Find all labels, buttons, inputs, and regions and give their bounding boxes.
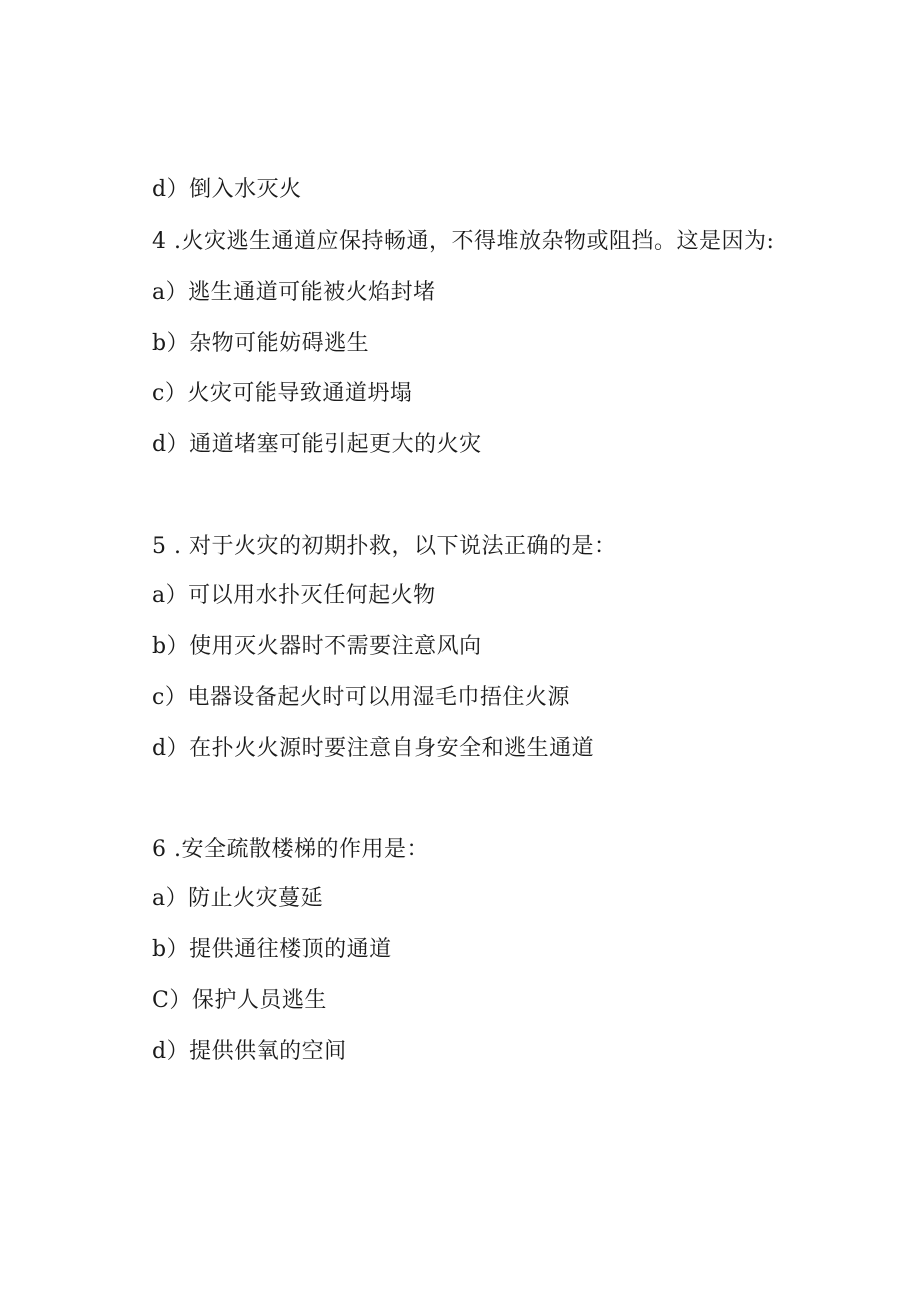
q6-option-b: b）提供通往楼顶的通道 <box>152 937 392 962</box>
q4-option-a: a）逃生通道可能被火焰封堵 <box>152 280 436 305</box>
q5-option-a: a）可以用水扑灭任何起火物 <box>152 583 436 608</box>
q5-question: 5 . 对于火灾的初期扑救，以下说法正确的是： <box>152 534 617 559</box>
q6-option-a: a）防止火灾蔓延 <box>152 886 324 911</box>
q5-option-c: c）电器设备起火时可以用湿毛巾捂住火源 <box>152 685 570 710</box>
q5-option-d: d）在扑火火源时要注意自身安全和逃生通道 <box>152 736 595 761</box>
q4-option-b: b）杂物可能妨碍逃生 <box>152 331 370 356</box>
q6-option-c: C）保护人员逃生 <box>152 988 327 1013</box>
q6-option-d: d）提供供氧的空间 <box>152 1039 347 1064</box>
q4-option-c: c）火灾可能导致通道坍塌 <box>152 381 413 406</box>
q4-question: 4 .火灾逃生通道应保持畅通，不得堆放杂物或阻挡。这是因为: <box>152 229 775 254</box>
q4-option-d: d）通道堵塞可能引起更大的火灾 <box>152 432 482 457</box>
q3-option-d: d）倒入水灭火 <box>152 177 302 202</box>
q5-option-b: b）使用灭火器时不需要注意风向 <box>152 634 482 659</box>
q6-question: 6 .安全疏散楼梯的作用是： <box>152 837 429 862</box>
